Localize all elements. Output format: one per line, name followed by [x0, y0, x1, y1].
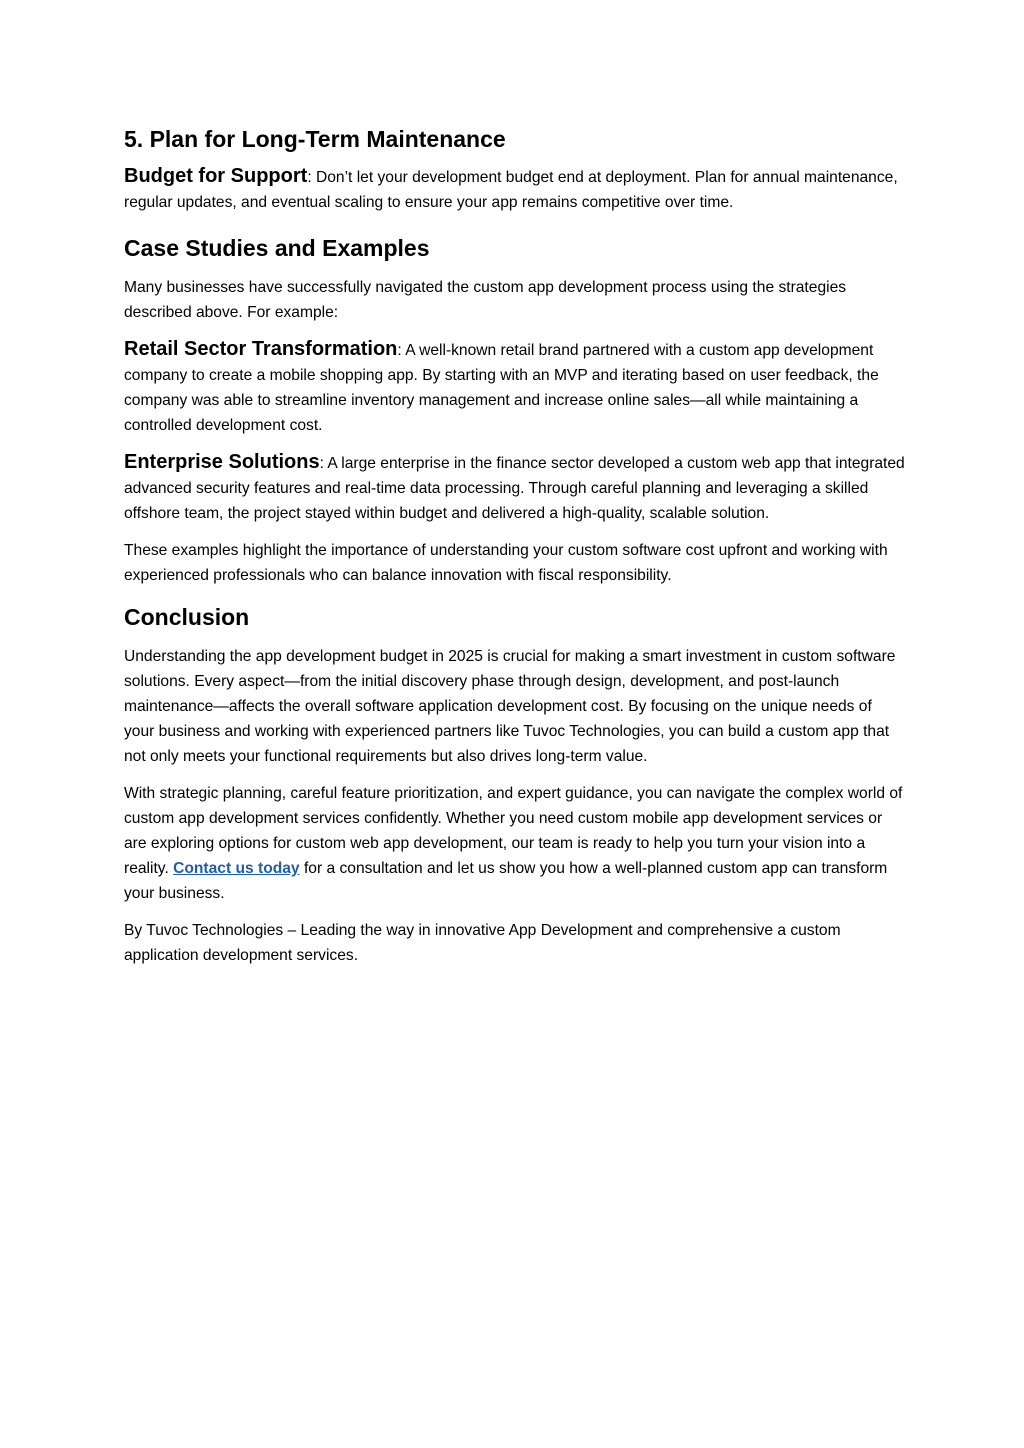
- enterprise-text: : A large enterprise in the finance sector developed a custom web app that integrated advanced security features and real-time data processing. Through careful planning and leveraging a skilled offshore team, the project stayed within budget and delivered a high-quality, scalable solution.: [124, 455, 905, 522]
- conclusion-paragraph-2: [124, 781, 906, 906]
- enterprise-paragraph: [124, 450, 906, 526]
- budget-lead: Budget for Support: [124, 165, 308, 187]
- document-page: [124, 124, 906, 980]
- budget-paragraph: [124, 164, 906, 215]
- case-summary-paragraph: These examples highlight the importance of understanding your custom software cost upfront and working with experienced professionals who can balance innovation with fiscal responsibility.: [124, 542, 888, 584]
- retail-text: : A well-known retail brand partnered with a custom app development company to create a mobile shopping app. By starting with an MVP and iterating based on user feedback, the company was able to streamline inventory management and increase online sales—all while maintaining a controlled development cost.: [124, 342, 879, 434]
- conclusion-text-before-link: With strategic planning, careful feature prioritization, and expert guidance, you can navigate the complex world of custom app development services confidently. Whether you need custom mobile app development services or are exploring options for custom web app development, our team is ready to help you turn your vision into a reality.: [124, 785, 903, 877]
- case-intro-paragraph: Many businesses have successfully navigated the custom app development process using the strategies described above. For example:: [124, 279, 847, 321]
- section-heading-maintenance: 5. Plan for Long-Term Maintenance: [124, 126, 506, 152]
- retail-paragraph: [124, 337, 906, 438]
- contact-us-link[interactable]: Contact us today: [173, 860, 300, 877]
- conclusion-text-after-link: for a consultation and let us show you how a well-planned custom app can transform your business.: [124, 860, 888, 902]
- section-heading-case-studies: Case Studies and Examples: [124, 235, 430, 261]
- retail-lead: Retail Sector Transformation: [124, 338, 398, 360]
- budget-text: : Don’t let your development budget end at deployment. Plan for annual maintenance, regular updates, and eventual scaling to ensure your app remains competitive over time.: [124, 169, 898, 211]
- enterprise-lead: Enterprise Solutions: [124, 451, 320, 473]
- section-heading-conclusion: Conclusion: [124, 604, 250, 630]
- conclusion-paragraph-1: Understanding the app development budget in 2025 is crucial for making a smart investment in custom software solutions. Every aspect—from the initial discovery phase through design, development, and post-launch maintenance—affects the overall software application development cost. By focusing on the unique needs of your business and working with experienced partners like Tuvoc Technologies, you can build a custom app that not only meets your functional requirements but also drives long-term value.: [124, 648, 896, 765]
- byline-paragraph: By Tuvoc Technologies – Leading the way in innovative App Development and comprehensive a custom application development services.: [124, 922, 841, 964]
